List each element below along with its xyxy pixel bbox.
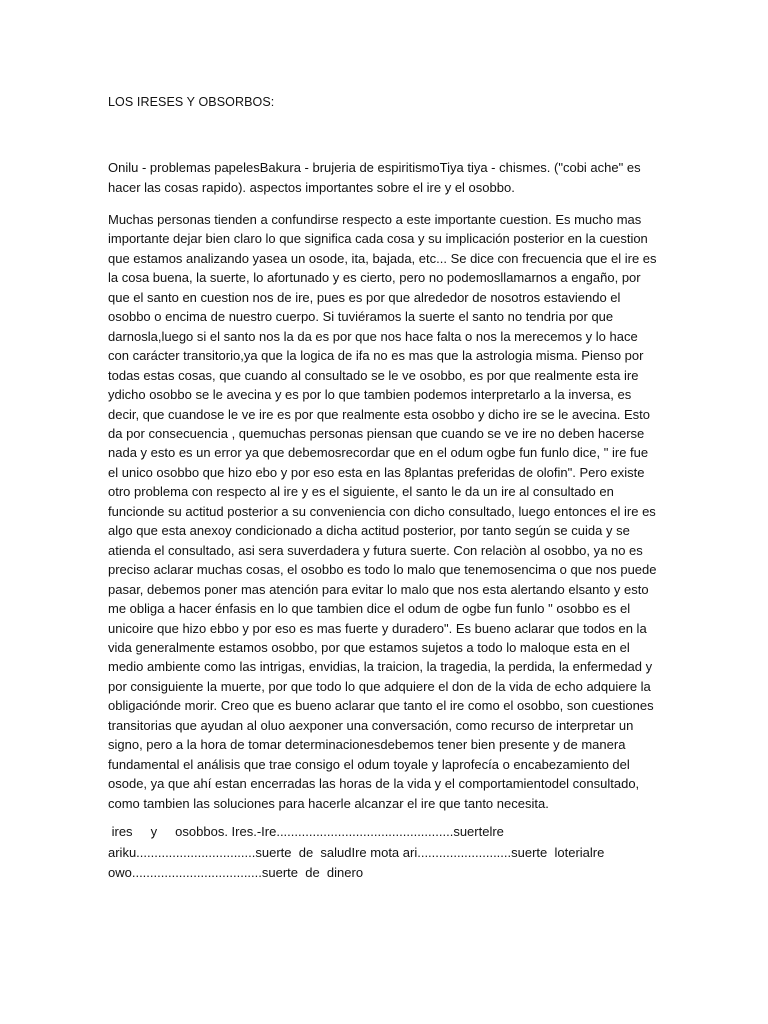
list-line: ires y osobbos. Ires.-Ire.................................................suertelre bbox=[108, 824, 504, 839]
list-line: owo....................................suerte de dinero bbox=[108, 865, 364, 880]
document-title: LOS IRESES Y OBSORBOS: bbox=[108, 95, 275, 109]
list-line: ariku.................................suerte de saludIre mota ari..........................suerte loterialre bbox=[108, 845, 605, 860]
body-paragraph: Muchas personas tienden a confundirse respecto a este importante cuestion. Es mucho mas importante dejar bien claro lo que significa cada cosa y su implicación posterior en la cuestion que estamos analizando yasea un osode, ita, bajada, etc... Se dice con frecuencia que el ire es la cosa buena, la suerte, lo afortunado y es cierto, pero no podemosllamarnos a engaño, por que el santo en cuestion nos de ire, pues es por que alrededor de nosotros estaviendo el osobbo o encima de nuestro cuerpo. Si tuviéramos la suerte el santo no tendria por que darnosla,luego si el santo nos la da es por que nos hace falta o nos la merecemos y lo hace con carácter transitorio,ya que la logica de ifa no es mas que la astrologia misma. Pienso por todas estas cosas, que cuando al consultado se le ve osobbo, es por que realmente esta ire ydicho osobbo se le avecina y es por lo que tambien podemos interpretarlo a la inversa, es decir, que cuandose le ve ire es por que realmente esta osobbo y dicho ire se le avecina. Esto da por consecuencia , quemuchas personas piensan que cuando se ve ire no deben hacerse nada y esto es un error ya que debemosrecordar que en el odum ogbe fun funlo dice, " ire fue el unico osobbo que hizo ebo y por eso esta en las 8plantas preferidas de olofin". Pero existe otro problema con respecto al ire y es el siguiente, el santo le da un ire al consultado en funcionde su actitud posterior a su conveniencia con dicho consultado, luego entonces el ire es algo que esta anexoy condicionado a dicha actitud posterior, por tanto según se cuida y se atienda el consultado, asi sera suverdadera y futura suerte. Con relaciòn al osobbo, ya no es preciso aclarar muchas cosas, el osobbo es todo lo malo que tenemosencima o que nos puede pasar, debemos poner mas atención para evitar lo malo que nos esta alertando elsanto y esto me obliga a hacer énfasis en lo que tambien dice el odum de ogbe fun funlo " osobbo es el unicoire que hizo ebbo y por eso es mas fuerte y duradero". Es bueno aclarar que todos en la vida generalmente estamos osobbo, por que estamos sujetos a todo lo maloque esta en el medio ambiente como las intrigas, envidias, la traicion, la tragedia, la perdida, la enfermedad y por consiguiente la muerte, por que todo lo que adquiere el don de la vida de echo adquiere la obligaciónde morir. Creo que es bueno aclarar que tanto el ire como el osobbo, son cuestiones transitorias que ayudan al oluo aexponer una conversación, como recurso de interpretar un signo, pero a la hora de tomar determinacionesdebemos tener bien presente y de manera fundamental el análisis que trae consigo el odum toyale y laprofecía o encabezamiento del osode, ya que ahí estan encerradas las horas de la vida y el comportamientodel consultado, como tambien las soluciones para hacerle alcanzar el ire que tanto necesita. bbox=[108, 212, 657, 811]
intro-paragraph: Onilu - problemas papelesBakura - brujeria de espiritismoTiya tiya - chismes. ("cobi ache" es hacer las cosas rapido). aspectos importantes sobre el ire y el osobbo. bbox=[108, 160, 641, 195]
